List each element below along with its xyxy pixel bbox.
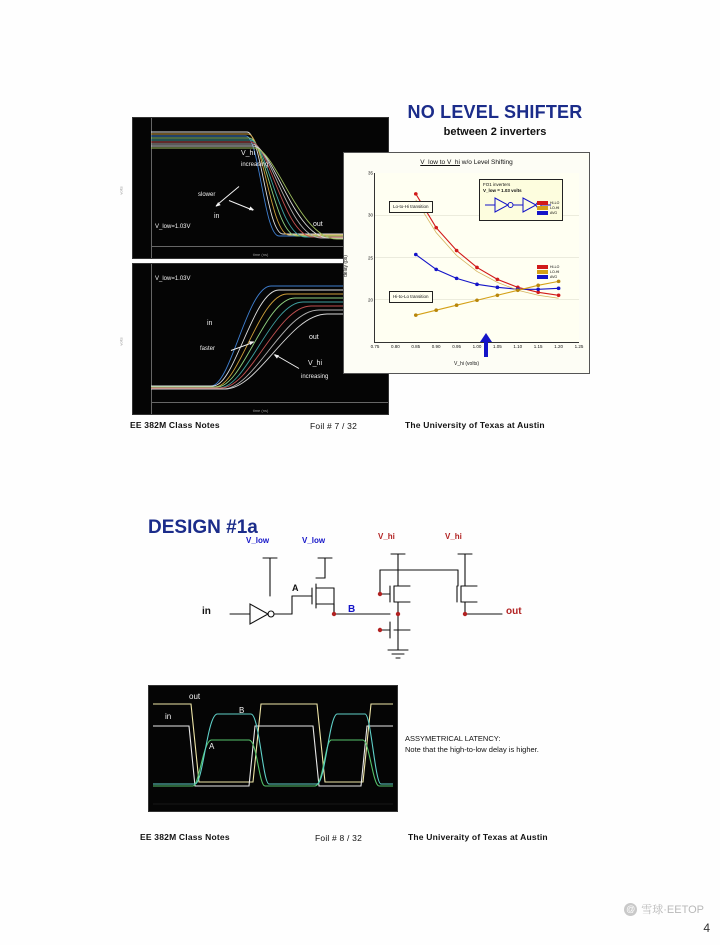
scope-bottom-x-label: time (ns) bbox=[252, 408, 269, 413]
delay-chart-y-tick: 30 bbox=[367, 212, 373, 218]
delay-chart-x-tick: 1.15 bbox=[533, 344, 543, 349]
waveform-traces bbox=[149, 686, 397, 811]
delay-chart-x-tick: 0.95 bbox=[452, 344, 461, 349]
scope-bottom-label-vlow: V_low=1.03V bbox=[155, 276, 191, 282]
scope-bottom-label-faster: faster bbox=[200, 346, 216, 352]
slide-design-1a bbox=[130, 505, 600, 865]
slide2-footer-center: Foil # 8 / 32 bbox=[315, 833, 363, 843]
delay-chart-title-b: w/o Level Shifting bbox=[459, 159, 513, 166]
waveform-label-in: in bbox=[165, 712, 172, 721]
legend-swatch-hi-lo bbox=[537, 201, 548, 205]
scope-top-y-axis bbox=[133, 118, 152, 258]
watermark bbox=[624, 901, 704, 917]
slide2-footer-right: The Univeraity of Texas at Austin bbox=[408, 832, 548, 842]
arrow-stem bbox=[484, 341, 488, 357]
legend-swatch-hi-lo-2 bbox=[537, 265, 548, 269]
watermark-text: 雪球·EETOP bbox=[641, 904, 704, 916]
delay-chart bbox=[343, 152, 590, 374]
slide2-footer-left: EE 382M Class Notes bbox=[140, 832, 230, 842]
waveform-label-out: out bbox=[189, 692, 201, 701]
delay-chart-title-a: V_low to V_hi bbox=[420, 159, 460, 166]
page-number: 4 bbox=[703, 921, 710, 935]
legend-swatch-avg bbox=[537, 211, 548, 215]
circuit-label-vhi-2: V_hi bbox=[445, 532, 462, 541]
watermark-icon: @ bbox=[626, 903, 636, 914]
delay-chart-x-tick: 0.85 bbox=[411, 344, 421, 349]
scope-bottom-label-vhi: V_hi bbox=[308, 360, 323, 367]
waveform-plot bbox=[148, 685, 398, 812]
scope-top-label-in: in bbox=[214, 213, 220, 220]
delay-chart-legend-secondary bbox=[537, 265, 573, 280]
scope-bottom-label-increasing: increasing bbox=[301, 374, 329, 380]
legend-item bbox=[537, 201, 573, 205]
slide1-footer-center: Foil # 7 / 32 bbox=[310, 421, 358, 431]
delay-chart-note-hi-lo: Hi-to-Lo transition bbox=[389, 291, 433, 303]
asymmetrical-latency-note bbox=[405, 733, 539, 756]
scope-top-x-label: time (ns) bbox=[252, 252, 269, 257]
scope-bottom-y-label: volts bbox=[118, 337, 124, 346]
legend-item bbox=[537, 211, 573, 215]
scope-top-label-increasing: increasing bbox=[241, 162, 269, 168]
legend-label: LO-HI bbox=[550, 206, 560, 210]
scope-bottom-label-in: in bbox=[207, 320, 213, 327]
legend-label: AVG bbox=[550, 275, 558, 279]
legend-swatch-lo-hi bbox=[537, 206, 548, 210]
legend-swatch-avg-2 bbox=[537, 275, 548, 279]
circuit-label-a: A bbox=[292, 583, 299, 593]
note-heading: ASSYMETRICAL LATENCY: bbox=[405, 734, 501, 743]
legend-item bbox=[537, 265, 573, 269]
delay-chart-x-tick: 1.20 bbox=[554, 344, 563, 349]
slide1-subtitle: between 2 inverters bbox=[443, 126, 547, 138]
delay-chart-x-tick: 1.25 bbox=[574, 344, 584, 349]
delay-chart-note-lo-hi: Lo-to-Hi transition bbox=[389, 201, 433, 213]
slide1-footer-right: The University of Texas at Austin bbox=[405, 420, 545, 430]
slide-no-level-shifter bbox=[118, 95, 590, 440]
waveform-label-a: A bbox=[209, 742, 215, 751]
scope-top-label-out: out bbox=[313, 221, 323, 228]
circuit-label-in: in bbox=[202, 606, 211, 617]
delay-chart-x-tick: 0.90 bbox=[431, 344, 441, 349]
slide2-title: DESIGN #1a bbox=[148, 517, 258, 538]
circuit-label-out: out bbox=[506, 606, 522, 617]
slide1-title: NO LEVEL SHIFTER bbox=[407, 102, 583, 122]
delay-chart-x-tick: 1.00 bbox=[472, 344, 482, 349]
legend-item bbox=[537, 206, 573, 210]
delay-chart-plot-area bbox=[367, 170, 584, 349]
delay-chart-legend bbox=[537, 201, 573, 216]
scope-top-label-vlow: V_low=1.03V bbox=[155, 224, 191, 230]
legend-item bbox=[537, 275, 573, 279]
delay-chart-x-tick: 1.10 bbox=[513, 344, 523, 349]
legend-label: LO-HI bbox=[550, 270, 560, 274]
legend-label: HI-LO bbox=[550, 201, 560, 205]
scope-top-y-label: volts bbox=[118, 186, 124, 195]
delay-chart-y-label: delay (ps) bbox=[343, 255, 349, 277]
circuit-label-b: B bbox=[348, 604, 356, 615]
delay-chart-x-tick: 0.80 bbox=[391, 344, 400, 349]
delay-chart-note-fo1-line2: V_low = 1.03 volts bbox=[483, 188, 522, 194]
waveform-label-b: B bbox=[239, 706, 245, 715]
delay-chart-x-tick: 0.75 bbox=[370, 344, 380, 349]
delay-chart-y-tick: 20 bbox=[367, 297, 373, 303]
delay-chart-x-label: V_hi (volts) bbox=[453, 361, 479, 367]
delay-chart-title bbox=[344, 159, 589, 166]
scope-bottom-label-out: out bbox=[309, 334, 319, 341]
scope-bottom-y-axis bbox=[133, 264, 152, 414]
delay-chart-x-tick: 1.05 bbox=[493, 344, 502, 349]
circuit-label-vlow-1: V_low bbox=[246, 536, 270, 545]
circuit-label-vhi-1: V_hi bbox=[378, 532, 395, 541]
circuit-schematic bbox=[202, 532, 560, 675]
scope-top-label-vhi: V_hi bbox=[241, 150, 256, 157]
slide1-footer-left: EE 382M Class Notes bbox=[130, 420, 220, 430]
scope-top-label-slower: slower bbox=[198, 192, 216, 198]
legend-swatch-lo-hi-2 bbox=[537, 270, 548, 274]
arrow-head bbox=[480, 333, 492, 342]
legend-label: AVG bbox=[550, 211, 558, 215]
delay-chart-y-tick: 35 bbox=[367, 170, 373, 176]
legend-label: HI-LO bbox=[550, 265, 560, 269]
circuit-label-vlow-2: V_low bbox=[302, 536, 326, 545]
delay-chart-y-tick: 25 bbox=[367, 255, 373, 260]
delay-chart-note-fo1-line1: FO1 inverters bbox=[483, 182, 511, 187]
note-body: Note that the high-to-low delay is higher. bbox=[405, 745, 539, 755]
legend-item bbox=[537, 270, 573, 274]
